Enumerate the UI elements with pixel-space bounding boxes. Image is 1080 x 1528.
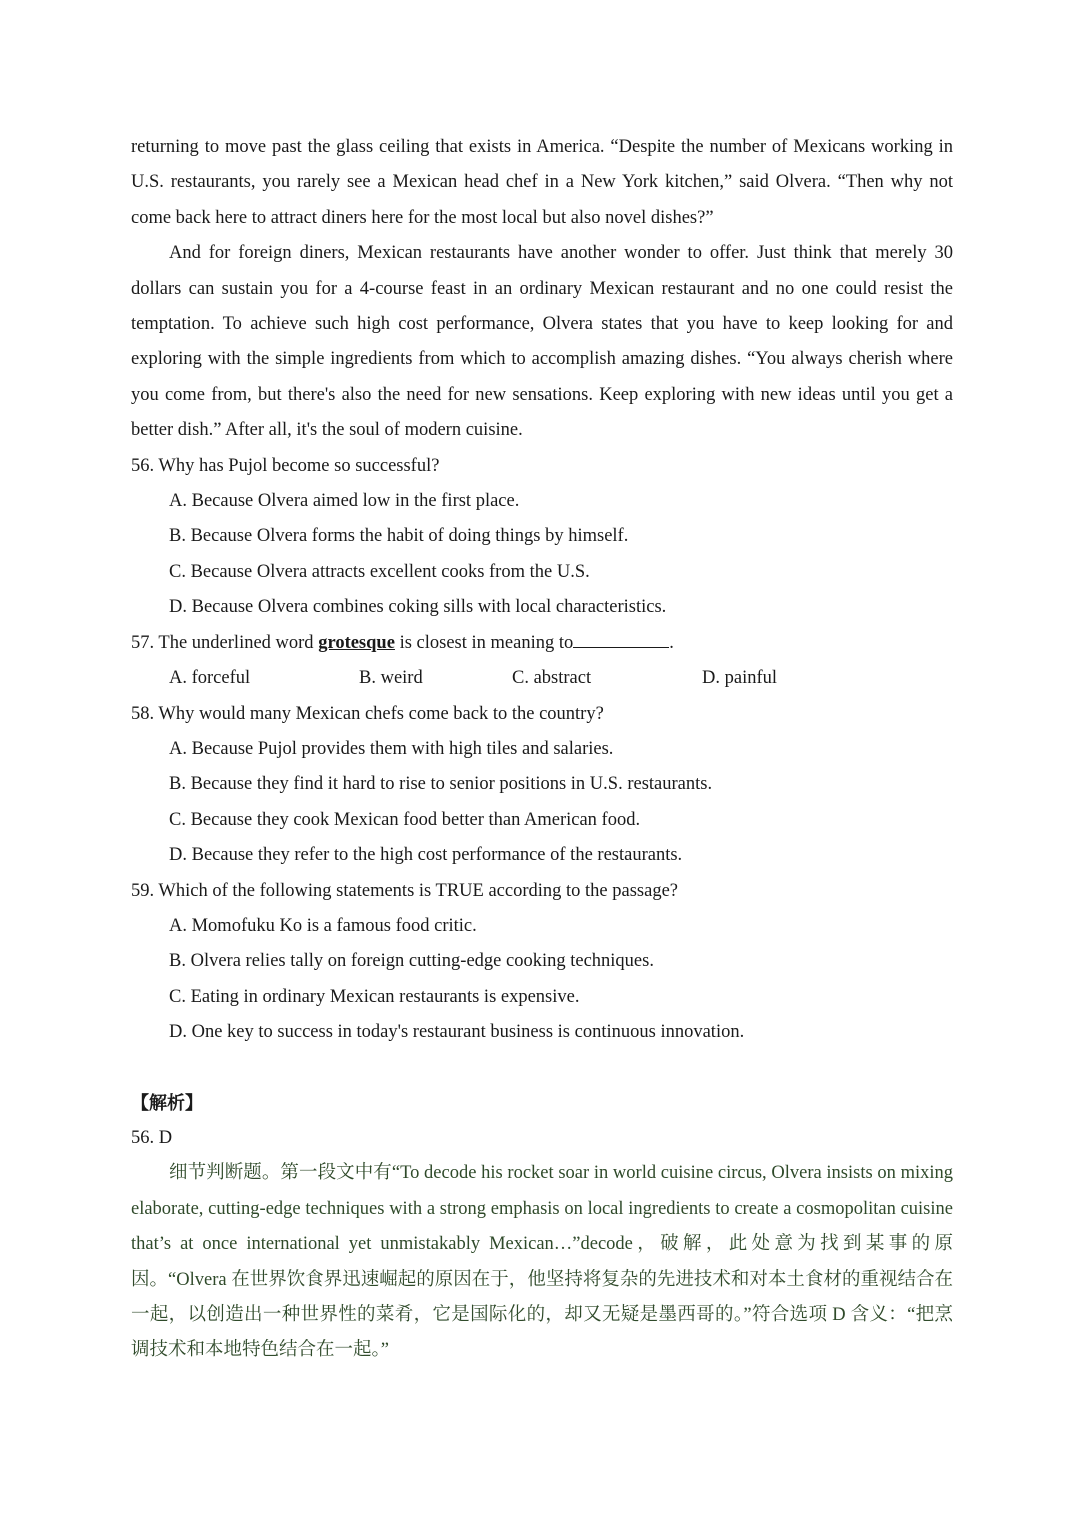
analysis-heading: 【解析】: [131, 1092, 203, 1113]
analysis-answer: 56. D: [131, 1127, 173, 1148]
document-page: [131, 130, 953, 1369]
question-59-stem: 59. Which of the following statements is TRUE according to the passage?: [131, 880, 678, 901]
question-58-option-c: C. Because they cook Mexican food better than American food.: [169, 809, 641, 830]
underlined-word: grotesque: [318, 632, 395, 653]
question-57-stem-pre: 57. The underlined word: [131, 632, 319, 653]
question-57-stem-end: .: [669, 632, 674, 653]
question-57-options: [169, 661, 953, 696]
question-56-option-b: B. Because Olvera forms the habit of doing things by himself.: [169, 526, 629, 547]
passage-paragraph-1: returning to move past the glass ceiling that exists in America. “Despite the number of Mexicans working in U.S. restaurants, you rarely see a Mexican head chef in a New York kitchen,” said Olvera. “Then why not come back here to attract diners here for the most local but also novel dishes?”: [131, 137, 953, 228]
question-57-option-c: C. abstract: [512, 668, 592, 689]
section-gap: [131, 1051, 953, 1086]
question-57-option-d: D. painful: [702, 668, 778, 689]
question-57-stem: [131, 626, 953, 661]
analysis-explanation: 细节判断题。第一段文中有“To decode his rocket soar in world cuisine circus, Olvera insists on mixing elaborate, cutting-edge techniques with a strong emphasis on local ingredients to create a cosmopolitan cuisine that’s at once international yet unmistakably Mexican…”decode，破解，此处意为找到某事的原因。“Olvera 在世界饮食界迅速崛起的原因在于，他坚持将复杂的先进技术和对本土食材的重视结合在一起，以创造出一种世界性的菜肴，它是国际化的，却又无疑是墨西哥的。”符合选项 D 含义：“把烹调技术和本地特色结合在一起。”: [131, 1163, 953, 1361]
question-58-option-d: D. Because they refer to the high cost performance of the restaurants.: [169, 845, 683, 866]
question-57-option-b: B. weird: [359, 668, 423, 689]
question-56-stem: 56. Why has Pujol become so successful?: [131, 455, 440, 476]
question-58-stem: 58. Why would many Mexican chefs come back to the country?: [131, 703, 604, 724]
question-59-option-b: B. Olvera relies tally on foreign cutting-edge cooking techniques.: [169, 951, 654, 972]
question-57-option-a: A. forceful: [169, 668, 251, 689]
question-56-option-c: C. Because Olvera attracts excellent cooks from the U.S.: [169, 561, 590, 582]
question-56-option-a: A. Because Olvera aimed low in the first place.: [169, 491, 520, 512]
question-56-option-d: D. Because Olvera combines coking sills with local characteristics.: [169, 597, 667, 618]
answer-blank: [573, 629, 669, 648]
passage-paragraph-2: And for foreign diners, Mexican restaurants have another wonder to offer. Just think that merely 30 dollars can sustain you for a 4-course feast in an ordinary Mexican restaurant and no one could resist the temptation. To achieve such high cost performance, Olvera states that you have to keep looking for and exploring with the simple ingredients from which to accomplish amazing dishes. “You always cherish where you come from, but there's also the need for new sensations. Keep exploring with new ideas until you get a better dish.” After all, it's the soul of modern cuisine.: [131, 243, 953, 441]
question-59-option-d: D. One key to success in today's restaurant business is continuous innovation.: [169, 1022, 745, 1043]
question-57-stem-post: is closest in meaning to: [394, 632, 574, 653]
question-58-option-b: B. Because they find it hard to rise to senior positions in U.S. restaurants.: [169, 774, 713, 795]
question-59-option-c: C. Eating in ordinary Mexican restaurants is expensive.: [169, 986, 580, 1007]
question-59-option-a: A. Momofuku Ko is a famous food critic.: [169, 915, 477, 936]
question-58-option-a: A. Because Pujol provides them with high tiles and salaries.: [169, 738, 614, 759]
